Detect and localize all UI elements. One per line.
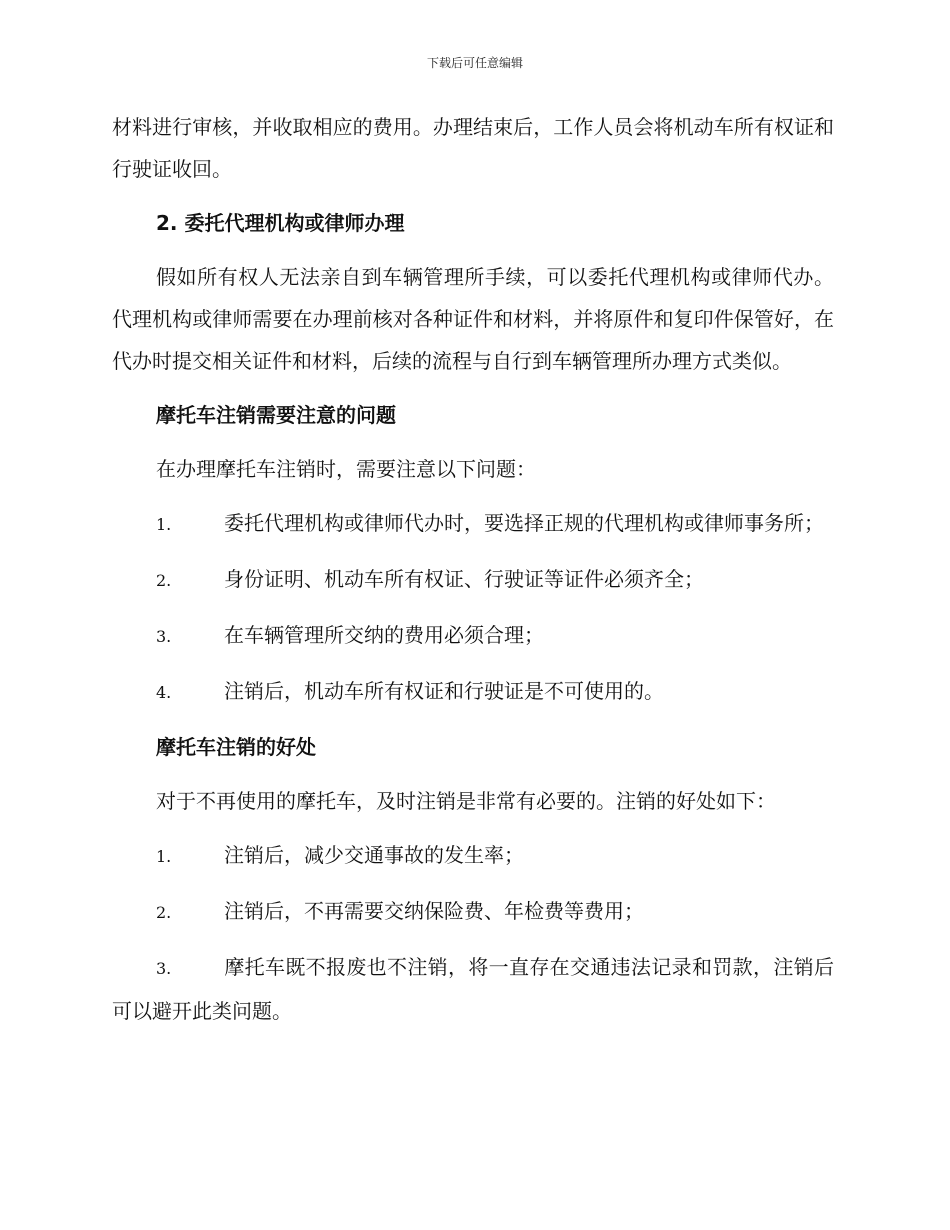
list-item-number: 1. <box>156 847 172 866</box>
list-item <box>112 502 834 546</box>
list-item-text: 在车辆管理所交纳的费用必须合理； <box>224 623 544 647</box>
list-item <box>112 614 834 658</box>
list-item <box>112 946 834 1032</box>
list-item-number: 4. <box>156 683 172 702</box>
numbered-list <box>112 502 834 714</box>
paragraph: 对于不再使用的摩托车，及时注销是非常有必要的。注销的好处如下： <box>156 789 776 813</box>
section-heading: 摩托车注销的好处 <box>156 735 316 759</box>
list-item-number: 3. <box>156 627 172 646</box>
numbered-list <box>112 834 834 1032</box>
paragraph: 材料进行审核，并收取相应的费用。办理结束后，工作人员会将机动车所有权证和行驶证收回。 <box>112 115 834 181</box>
list-item-text: 摩托车既不报废也不注销，将一直存在交通违法记录和罚款，注销后可以避开此类问题。 <box>112 955 834 1023</box>
list-item-number: 1. <box>156 515 172 534</box>
section-heading: 2. 委托代理机构或律师办理 <box>156 211 405 235</box>
section-heading: 摩托车注销需要注意的问题 <box>156 403 396 427</box>
document-body <box>112 106 834 1032</box>
list-item-text: 身份证明、机动车所有权证、行驶证等证件必须齐全； <box>224 567 704 591</box>
list-item-text: 注销后，不再需要交纳保险费、年检费等费用； <box>224 899 644 923</box>
paragraph: 假如所有权人无法亲自到车辆管理所手续，可以委托代理机构或律师代办。代理机构或律师需要在办理前核对各种证件和材料，并将原件和复印件保管好，在代办时提交相关证件和材料，后续的流程与自行到车辆管理所办理方式类似。 <box>112 265 834 373</box>
list-item-text: 注销后，减少交通事故的发生率； <box>224 843 524 867</box>
list-item-text: 委托代理机构或律师代办时，要选择正规的代理机构或律师事务所； <box>224 511 824 535</box>
list-item-text: 注销后，机动车所有权证和行驶证是不可使用的。 <box>224 679 664 703</box>
list-item-number: 2. <box>156 571 172 590</box>
list-item <box>112 890 834 934</box>
list-item-number: 2. <box>156 903 172 922</box>
page-header: 下载后可任意编辑 <box>426 56 523 70</box>
list-item <box>112 670 834 714</box>
list-item <box>112 834 834 878</box>
list-item <box>112 558 834 602</box>
list-item-number: 3. <box>156 959 172 978</box>
paragraph: 在办理摩托车注销时，需要注意以下问题： <box>156 457 536 481</box>
